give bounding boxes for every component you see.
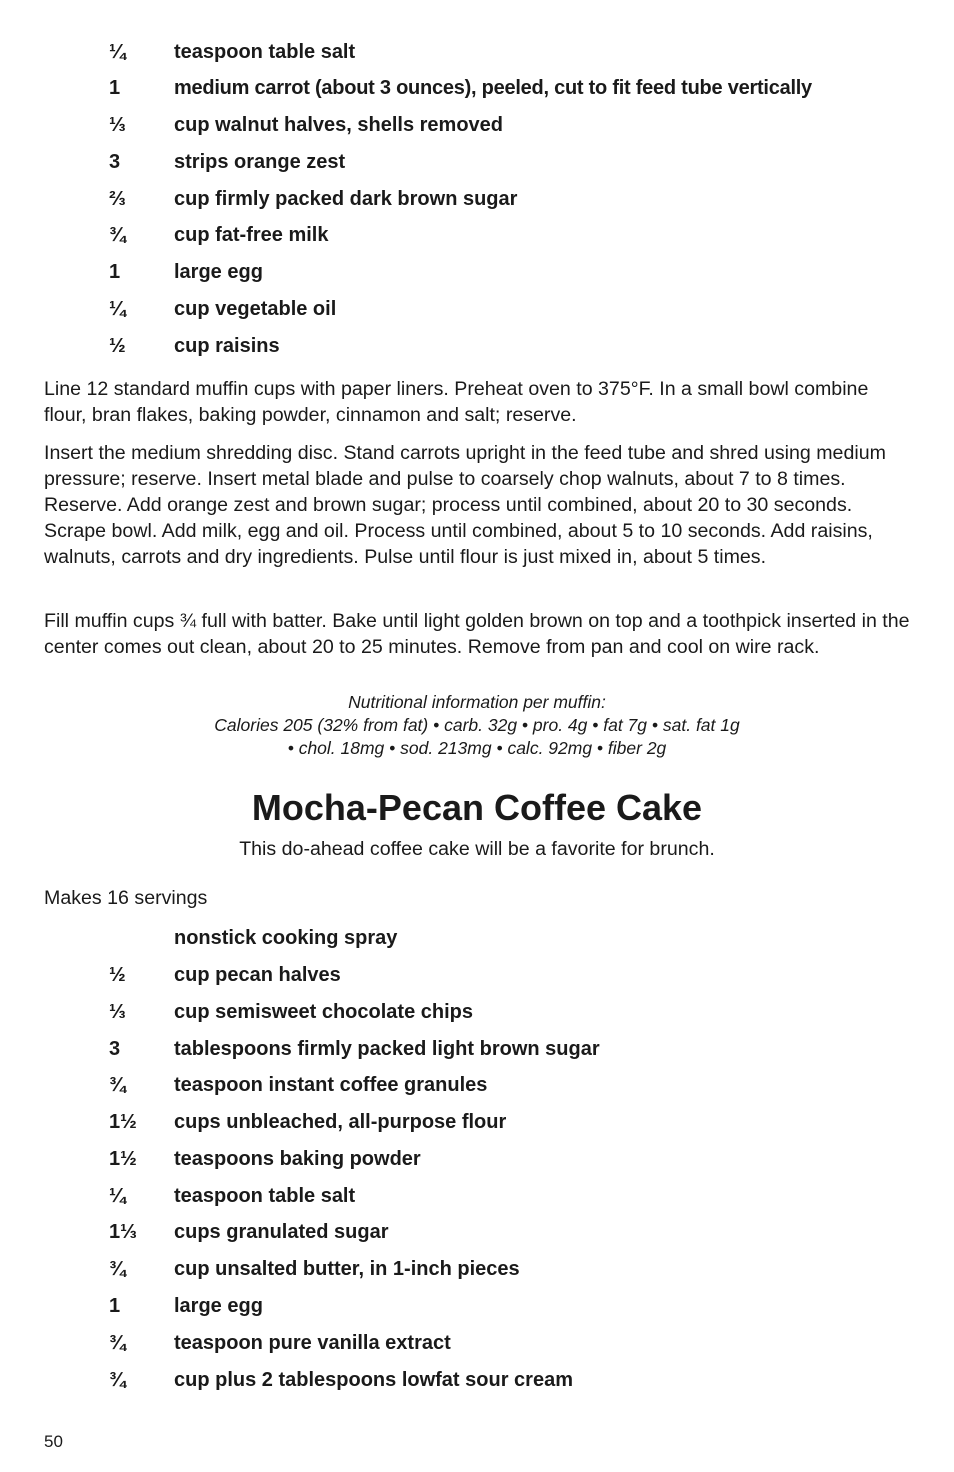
- ingredient-row: [0, 331, 954, 361]
- ingredient-qty: 3: [109, 151, 121, 173]
- instruction-paragraph: Insert the medium shredding disc. Stand carrots upright in the feed tube and shred using medium pressure; reserve. Insert metal blade and pulse to coarsely chop walnuts, about 7 to 8 times. Reserve. Add orange zest and brown sugar; process until combined, about 20 to 30 seconds. Scrape bowl. Add milk, egg and oil. Process until combined, about 5 to 10 seconds. Add raisins, walnuts, carrots and dry ingredients. Pulse until flour is just mixed in, about 5 times.: [44, 442, 886, 568]
- nutrition-heading: Nutritional information per muffin:: [348, 692, 606, 712]
- ingredient-qty: ½: [109, 335, 126, 357]
- ingredient-row: [0, 923, 954, 953]
- ingredient-desc: teaspoon pure vanilla extract: [174, 1332, 451, 1354]
- ingredient-desc: cup raisins: [174, 335, 280, 357]
- ingredient-desc: tablespoons firmly packed light brown sugar: [174, 1038, 600, 1060]
- ingredient-qty: ¾: [109, 224, 126, 246]
- ingredient-qty: ¾: [109, 1074, 126, 1096]
- ingredient-qty: 1: [109, 77, 121, 99]
- ingredient-qty: ¾: [109, 1369, 126, 1391]
- ingredient-qty: ⅔: [109, 188, 126, 210]
- recipe-title: Mocha-Pecan Coffee Cake: [251, 787, 703, 828]
- ingredient-desc: cup walnut halves, shells removed: [174, 114, 504, 136]
- ingredient-desc: cups unbleached, all-purpose flour: [174, 1111, 507, 1133]
- ingredient-row: [0, 220, 954, 250]
- ingredient-row: [0, 960, 954, 990]
- ingredient-qty: ¼: [109, 41, 126, 63]
- ingredient-desc: teaspoon instant coffee granules: [174, 1074, 488, 1096]
- ingredient-row: [0, 1144, 954, 1174]
- instruction-paragraph: Fill muffin cups ¾ full with batter. Bake until light golden brown on top and a toothpick inserted in the center comes out clean, about 20 to 25 minutes. Remove from pan and cool on wire rack.: [44, 610, 910, 658]
- servings: Makes 16 servings: [44, 887, 208, 909]
- ingredient-row: [0, 1254, 954, 1284]
- ingredient-qty: 1: [109, 1295, 121, 1317]
- ingredient-desc: cup firmly packed dark brown sugar: [174, 188, 518, 210]
- ingredient-desc: cup plus 2 tablespoons lowfat sour cream: [174, 1369, 573, 1391]
- ingredient-desc: teaspoon table salt: [174, 41, 356, 63]
- ingredient-row: [0, 1217, 954, 1247]
- ingredient-row: [0, 110, 954, 140]
- ingredient-row: [0, 37, 954, 67]
- ingredient-qty: ½: [109, 964, 126, 986]
- ingredient-qty: 1: [109, 261, 121, 283]
- ingredient-row: [0, 1034, 954, 1064]
- ingredient-row: [0, 184, 954, 214]
- ingredient-desc: teaspoon table salt: [174, 1185, 356, 1207]
- ingredient-qty: 1½: [109, 1148, 137, 1170]
- ingredient-qty: ¾: [109, 1332, 126, 1354]
- ingredient-qty: ⅓: [109, 114, 126, 136]
- nutrition-line: • chol. 18mg • sod. 213mg • calc. 92mg • fiber 2g: [287, 738, 667, 758]
- ingredient-row: [0, 1107, 954, 1137]
- ingredient-row: [0, 1291, 954, 1321]
- ingredient-desc: cup unsalted butter, in 1-inch pieces: [174, 1258, 520, 1280]
- ingredient-qty: 1½: [109, 1111, 137, 1133]
- ingredient-qty: ¼: [109, 298, 126, 320]
- nutrition-info: [0, 691, 954, 760]
- ingredient-row: [0, 1365, 954, 1395]
- ingredient-desc: large egg: [174, 261, 263, 283]
- ingredient-qty: 3: [109, 1038, 121, 1060]
- ingredient-desc: large egg: [174, 1295, 263, 1317]
- ingredient-row: [0, 147, 954, 177]
- ingredient-qty: ⅓: [109, 1001, 126, 1023]
- ingredient-row: [0, 294, 954, 324]
- ingredient-qty: ¾: [109, 1258, 126, 1280]
- ingredient-row: [0, 257, 954, 287]
- ingredient-row: [0, 1181, 954, 1211]
- ingredient-desc: cups granulated sugar: [174, 1221, 389, 1243]
- instruction-paragraph: Line 12 standard muffin cups with paper liners. Preheat oven to 375°F. In a small bowl combine flour, bran flakes, baking powder, cinnamon and salt; reserve.: [44, 378, 869, 426]
- page-number: 50: [44, 1432, 63, 1451]
- ingredient-desc: cup fat-free milk: [174, 224, 329, 246]
- ingredient-desc: teaspoons baking powder: [174, 1148, 421, 1170]
- ingredient-desc: cup semisweet chocolate chips: [174, 1001, 473, 1023]
- ingredient-row: [0, 1328, 954, 1358]
- ingredient-desc: nonstick cooking spray: [174, 927, 398, 949]
- ingredient-desc: cup pecan halves: [174, 964, 341, 986]
- ingredient-desc: cup vegetable oil: [174, 298, 337, 320]
- nutrition-line: Calories 205 (32% from fat) • carb. 32g • pro. 4g • fat 7g • sat. fat 1g: [214, 715, 740, 735]
- ingredient-qty: ¼: [109, 1185, 126, 1207]
- ingredient-row: [0, 1070, 954, 1100]
- ingredient-desc: medium carrot (about 3 ounces), peeled, cut to fit feed tube vertically: [174, 77, 812, 99]
- ingredient-qty: 1⅓: [109, 1221, 137, 1243]
- ingredient-desc: strips orange zest: [174, 151, 346, 173]
- recipe-subtitle: This do-ahead coffee cake will be a favorite for brunch.: [239, 838, 715, 860]
- ingredient-row: [0, 73, 954, 103]
- ingredient-row: [0, 997, 954, 1027]
